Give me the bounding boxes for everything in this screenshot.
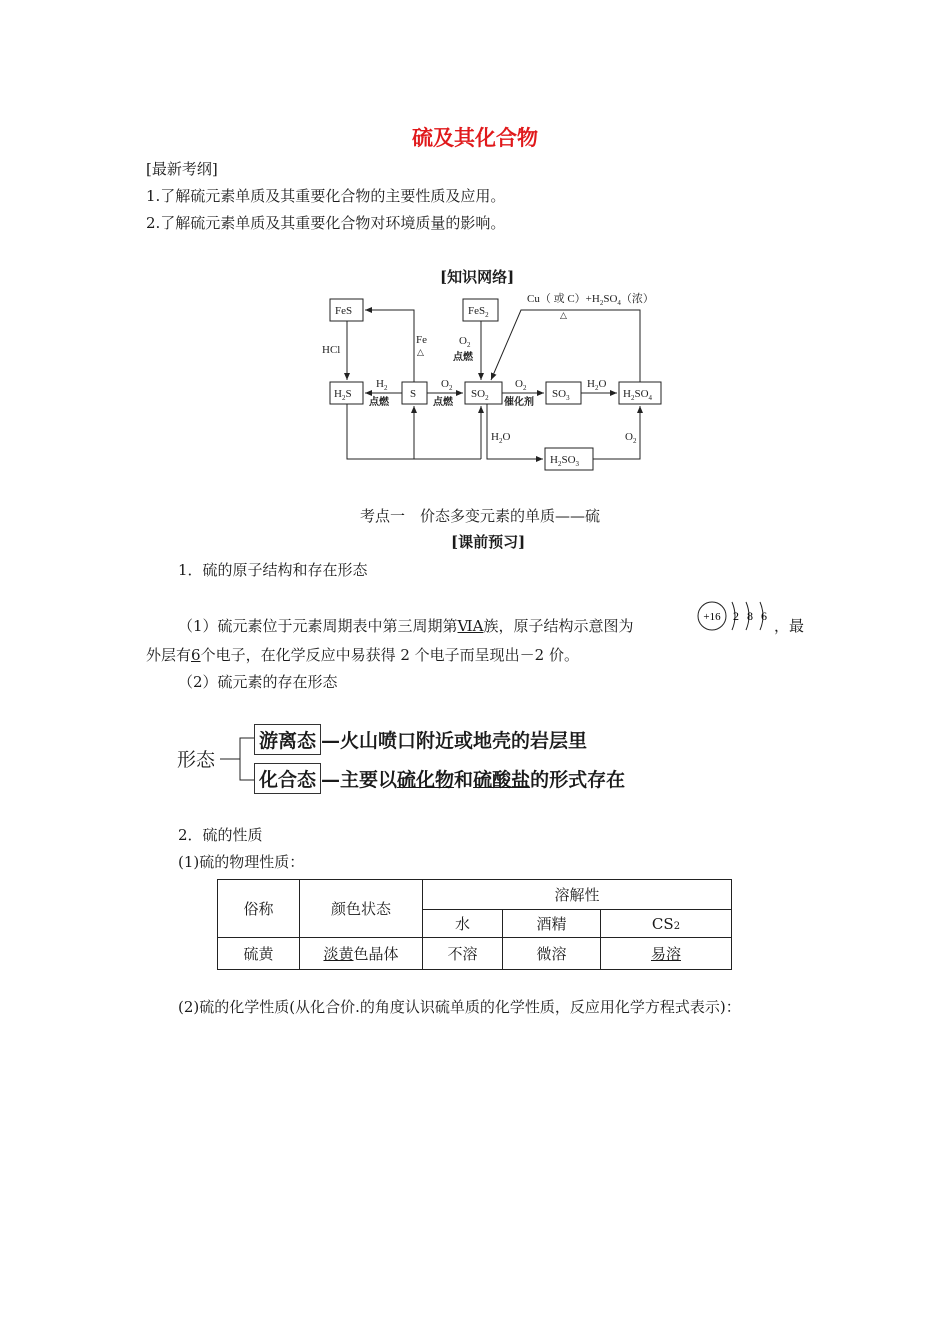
atom-shell: 8 <box>747 609 753 623</box>
combined-state-box: 化合态 <box>254 763 321 794</box>
syllabus-item: 2.了解硫元素单质及其重要化合物对环境质量的影响。 <box>146 214 506 232</box>
sulfate-blank: 硫酸盐 <box>473 769 531 791</box>
atom-shell: 2 <box>733 609 739 623</box>
free-state-desc: —火山喷口附近或地壳的岩层里 <box>321 730 588 752</box>
p1-end: ，最 <box>774 617 805 635</box>
th-solubility: 溶解性 <box>423 880 732 910</box>
td-alcohol: 微溶 <box>503 938 601 970</box>
label-h2o-so3: $H_2O$ <box>587 378 607 392</box>
form-free <box>254 724 587 755</box>
p1-text: （1）硫元素位于元素周期表中第三周期第 <box>178 617 458 635</box>
p2-text: 个电子，在化学反应中易获得 2 个电子而呈现出－2 价。 <box>200 646 579 664</box>
td-water: 不溶 <box>423 938 503 970</box>
arrow-s-fes <box>365 310 414 382</box>
question-1: 1．硫的原子结构和存在形态 <box>178 561 368 579</box>
section-title: 考点一 价态多变元素的单质——硫 <box>360 507 601 525</box>
node-fes2-label: FeS$_2$ <box>468 305 489 319</box>
label-catalyst: 催化剂 <box>504 397 534 408</box>
p1-text: 族，原子结构示意图为 <box>483 617 634 635</box>
th-cs2: CS2 <box>601 910 732 938</box>
node-h2so3-label: $H_2SO_3$ <box>550 454 580 468</box>
syllabus-item: 1.了解硫元素单质及其重要化合物的主要性质及应用。 <box>146 187 506 205</box>
label-o2-h2so3: $O_2$ <box>625 431 637 445</box>
physical-properties-table <box>217 879 732 970</box>
label-h2o-so2: $H_2O$ <box>491 431 511 445</box>
atom-structure-diagram <box>696 596 776 636</box>
arrow-h2so4-so2 <box>491 310 640 382</box>
network-heading: [知识网络] <box>440 268 515 286</box>
sulfide-blank: 硫化物 <box>397 769 455 791</box>
preview-heading: [课前预习] <box>451 533 526 551</box>
label-h2: $H_2$ <box>376 378 388 392</box>
label-ignite: 点燃 <box>369 397 389 408</box>
page-title: 硫及其化合物 <box>412 126 538 150</box>
combined-desc: 的形式存在 <box>530 769 626 791</box>
paragraph-3: （2）硫元素的存在形态 <box>178 673 338 691</box>
paragraph-2 <box>146 644 579 665</box>
color-blank: 淡黄 <box>323 945 354 963</box>
p2-blank: 6 <box>191 646 201 664</box>
combined-desc: —主要以 <box>321 769 398 791</box>
syllabus-heading: [最新考纲] <box>146 160 218 178</box>
question-2-1: (1)硫的物理性质： <box>178 853 305 871</box>
th-water: 水 <box>423 910 503 938</box>
arrow-h2s-s <box>347 404 414 459</box>
label-delta: △ <box>417 347 424 357</box>
label-o2-fes2: $O_2$ <box>459 335 471 349</box>
node-h2s-label: $H_2S$ <box>334 388 352 402</box>
node-so3-label: $SO_3$ <box>552 388 570 402</box>
paragraph-1 <box>178 615 633 636</box>
label-o2-s: $O_2$ <box>441 378 453 392</box>
atom-shell: 6 <box>761 609 767 623</box>
label-ignite: 点燃 <box>433 397 453 408</box>
atom-nucleus: +16 <box>703 611 721 623</box>
label-ignite: 点燃 <box>453 352 473 363</box>
knowledge-network-diagram <box>0 0 950 500</box>
combined-desc: 和 <box>454 769 474 791</box>
td-color: 淡黄色晶体 <box>300 938 423 970</box>
form-combined <box>254 763 625 794</box>
node-h2so4-label: $H_2SO_4$ <box>623 388 653 402</box>
th-name: 俗称 <box>218 880 300 938</box>
label-hcl: HCl <box>322 344 341 356</box>
question-2: 2．硫的性质 <box>178 826 263 844</box>
p1-blank: ⅥA <box>457 617 484 635</box>
label-delta: △ <box>560 310 567 320</box>
forms-root: 形态 <box>177 749 216 771</box>
td-name: 硫黄 <box>218 938 300 970</box>
label-fe: Fe <box>416 334 427 346</box>
free-state-box: 游离态 <box>254 724 321 755</box>
th-alcohol: 酒精 <box>503 910 601 938</box>
node-fes-label: FeS <box>335 305 353 317</box>
td-cs2 <box>601 938 732 970</box>
question-2-2: (2)硫的化学性质(从化合价.的角度认识硫单质的化学性质，反应用化学方程式表示)： <box>178 998 741 1016</box>
th-color: 颜色状态 <box>300 880 423 938</box>
node-s-label: S <box>410 388 417 400</box>
label-cu-reaction: Cu（ 或 $C)+H_2SO_4$（浓） <box>527 293 654 307</box>
node-so2-label: $SO_2$ <box>471 388 489 402</box>
label-o2-so2: $O_2$ <box>515 378 527 392</box>
p2-text: 外层有 <box>146 646 192 664</box>
cs2-blank: 易溶 <box>650 945 681 963</box>
